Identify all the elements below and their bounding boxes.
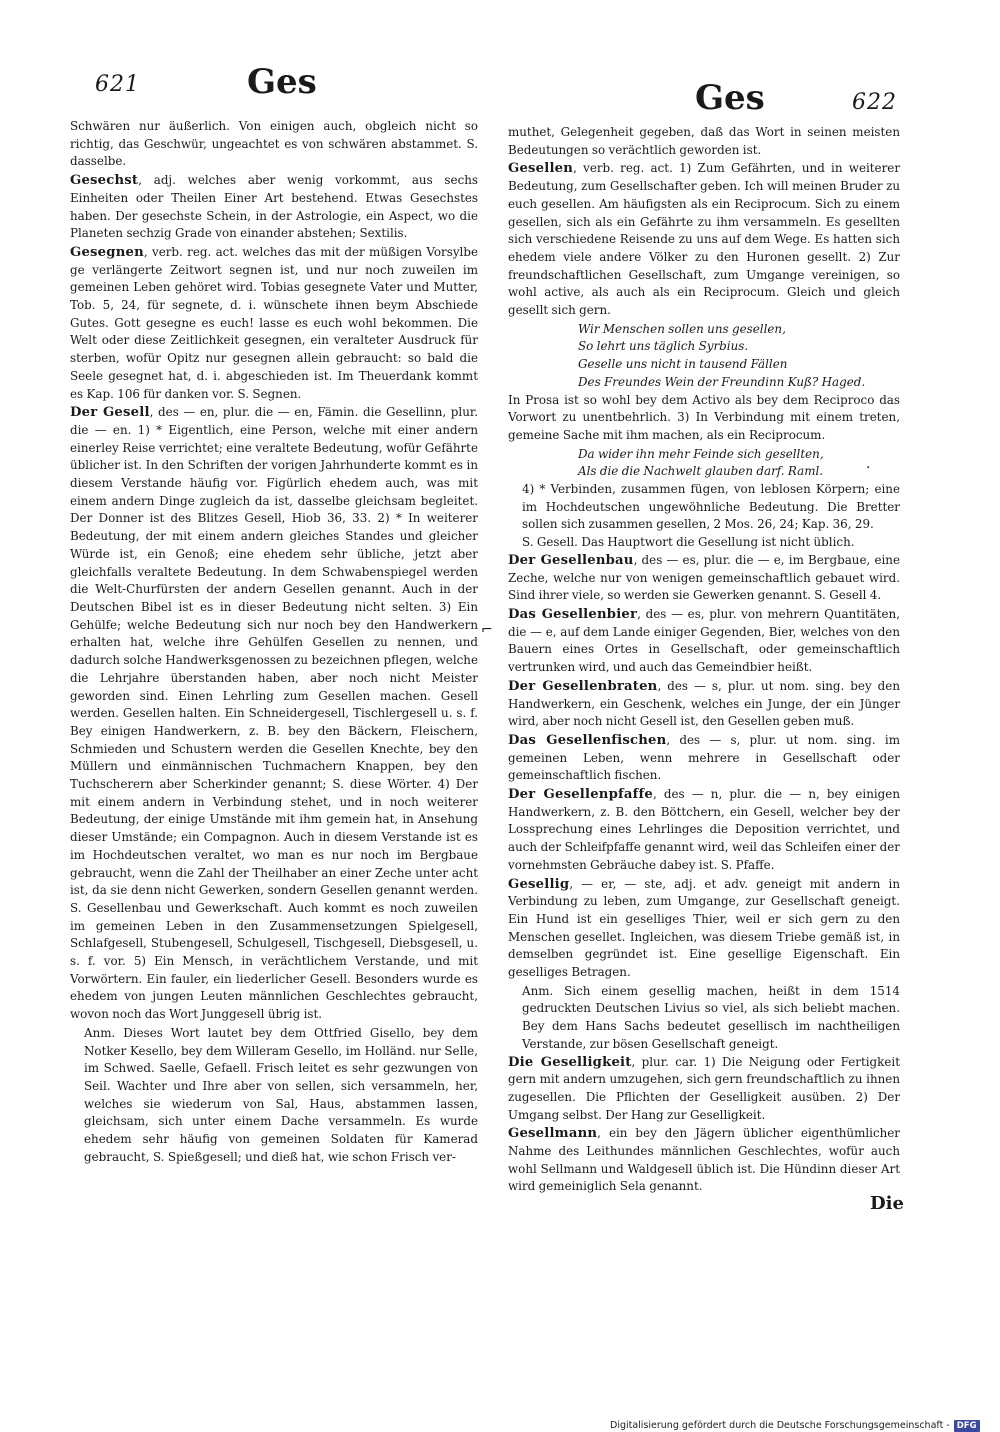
entry-headword: Gesellmann	[508, 1126, 598, 1142]
verse-line: Geselle uns nicht in tausend Fällen	[578, 357, 788, 372]
entry-body: S. Gesell. Das Hauptwort die Gesellung ist nicht üblich.	[522, 535, 855, 550]
entry-text	[508, 983, 900, 1054]
left-column	[70, 118, 478, 1166]
left-guide-word: Ges	[247, 62, 317, 102]
dictionary-entry	[70, 404, 478, 1024]
entry-body: , des — n, plur. die — n, bey einigen Handwerkern, z. B. den Böttchern, ein Gesell, welcher bey der Lossprechung eines Lehrlinges die Deposition verrichtet, und auch der Schleifpfaffe genannt wird, weil das Schleifen einer der vornehmsten Gebräuche dabey ist. S. Pfaffe.	[508, 787, 900, 872]
right-page-number: 622	[852, 90, 897, 115]
entry-headword: Das Gesellenfischen	[508, 732, 667, 748]
margin-mark: ·	[866, 460, 871, 476]
entry-body: , des — es, plur. von mehrern Quantitäten, die — e, auf dem Lande einiger Gegenden, Bier, welches von den Bauern eines Ortes in Gesellschaft, oder gemeinschaftlich vertrunken wird, und auch das Gemeindbier heißt.	[508, 606, 900, 675]
entry-body: , verb. reg. act. 1) Zum Gefährten, und in weiterer Bedeutung, zum Gesellschafter geben. Ich will meinen Bruder zu euch gesellen. Am häufigsten als ein Reciprocum. Sich zu einem gesellen, sich als ein Gefährte zu ihm versammeln. Es gesellten sich verschiedene Reisende zu uns auf dem Wege. Es hatten sich ehedem viele andere Völker zu den Huronen gesellt. 2) Zur freundschaftlichen Gesellschaft, zum Umgange vereinigen, so wohl active, als auch als ein Reciprocum. Gleich und gleich gesellt sich gern.	[508, 161, 900, 318]
dictionary-entry	[508, 786, 900, 875]
entry-body: , plur. car. 1) Die Neigung oder Fertigkeit gern mit andern umzugehen, sich gern freundschaftlich zu ihnen zugesellen. Die Pflichten der Geselligkeit ausüben. 2) Der Umgang selbst. Der Hang zur Geselligkeit.	[508, 1054, 900, 1122]
dictionary-entry	[508, 606, 900, 677]
dictionary-entry	[508, 732, 900, 785]
verse-line: Da wider ihn mehr Feinde sich gesellten,	[578, 446, 824, 461]
dictionary-entry	[70, 244, 478, 403]
verse-line: Als die die Nachwelt glauben darf. Raml.	[578, 464, 824, 479]
right-column	[508, 124, 900, 1197]
dictionary-entry	[508, 1125, 900, 1196]
entry-headword: Das Gesellenbier	[508, 606, 638, 622]
entry-headword: Gesechst	[70, 173, 139, 189]
dictionary-entry	[508, 678, 900, 731]
catchword: Die	[870, 1193, 904, 1214]
entry-body: , des — s, plur. ut nom. sing. bey den Handwerkern, ein Geschenk, welches ein Junge, der ein Jünger wird, aber noch nicht Gesell ist, den Gesellen geben muß.	[508, 678, 900, 729]
entry-headword: Gesellig	[508, 876, 570, 892]
entry-text	[508, 392, 900, 445]
entry-text	[70, 118, 478, 171]
entry-body: , des — s, plur. ut nom. sing. im gemeinen Leben, wenn mehrere in Gesellschaft oder gemeinschaftlich fischen.	[508, 732, 900, 783]
left-page-number: 621	[95, 72, 140, 97]
dictionary-entry	[508, 1054, 900, 1125]
entry-body: Anm. Dieses Wort lautet bey dem Ottfried Gisello, bey dem Notker Kesello, bey dem Willeram Gesello, im Holländ. nur Selle, im Schwed. Saelle, Gefaell. Frisch leitet es sehr gezwungen von Seil. Wachter und Ihre aber von sellen, sich versammeln, her, welches sie wiederum von Sal, Haus, abstammen lassen, gleichsam, sich unter einem Dache versammeln. Es wurde ehedem sehr häufig von gemeinen Soldaten für Kamerad gebraucht, S. Spießgesell; und dieß hat, wie schon Frisch ver-	[84, 1025, 478, 1164]
dictionary-entry	[70, 172, 478, 243]
entry-headword: Der Gesellenbau	[508, 552, 634, 568]
verse-line: So lehrt uns täglich Syrbius.	[578, 339, 749, 354]
entry-body: , verb. reg. act. welches das mit der müßigen Vorsylbe ge verlängerte Zeitwort segnen ist, und nur noch zuweilen im gemeinen Leben gehöret wird. Tobias gesegnete Vater und Mutter, Tob. 5, 24, für segnete, d. i. wünschete ihnen beym Abschiede Gutes. Gott gesegne es euch! lasse es euch wohl bekommen. Die Welt oder diese Zeitlichkeit gesegnen, ein veralteter Ausdruck für sterben, wofür Opitz nur gesegnen allein gebraucht: so bald die Seele gesegnet hat, d. i. abgeschieden ist. Im Theuerdank kommt es Kap. 106 für danken vor. S. Segnen.	[70, 244, 478, 401]
dictionary-entry	[508, 160, 900, 319]
entry-headword: Der Gesellenbraten	[508, 678, 658, 694]
entry-text	[508, 124, 900, 159]
entry-body: Schwären nur äußerlich. Von einigen auch, obgleich nicht so richtig, das Geschwür, ungeachtet es von schwären abstammet. S. dasselbe.	[70, 119, 478, 169]
dictionary-entry	[508, 876, 900, 982]
entry-text	[508, 534, 900, 552]
footer-credit: Digitalisierung gefördert durch die Deutsche Forschungsgemeinschaft -	[610, 1420, 950, 1431]
entry-text	[70, 1025, 478, 1167]
entry-headword: Der Gesellenpfaffe	[508, 787, 653, 803]
entry-headword: Gesellen	[508, 161, 574, 177]
entry-body: , ein bey den Jägern üblicher eigenthümlicher Nahme des Leithundes männlichen Geschlechtes, wofür auch wohl Sellmann und Waldgesell üblich ist. Die Hündinn dieser Art wird gemeiniglich Sela genannt.	[508, 1126, 900, 1194]
entry-body: In Prosa ist so wohl bey dem Activo als bey dem Reciproco das Vorwort zu unentbehrlich. 3) In Verbindung mit einem treten, gemeine Sache mit ihm machen, als ein Reciprocum.	[508, 392, 900, 442]
entry-body: Anm. Sich einem gesellig machen, heißt in dem 1514 gedruckten Deutschen Livius so viel, als sich beliebt machen. Bey dem Hans Sachs bedeutet gesellisch im nachtheiligen Verstande, zur bösen Gesellschaft geneigt.	[522, 983, 900, 1051]
entry-body: , — er, — ste, adj. et adv. geneigt mit andern in Verbindung zu leben, zum Umgange, zur Gesellschaft geneigt. Ein Hund ist ein geselliges Thier, weil er sich gern zu den Menschen gesellet. Ingleichen, was diesem Triebe gemäß ist, in demselben gegründet ist. Eine gesellige Eigenschaft. Ein geselliges Betragen.	[508, 876, 900, 980]
entry-headword: Der Gesell	[70, 405, 150, 421]
verse-line: Des Freundes Wein der Freundinn Kuß? Haged.	[578, 374, 866, 389]
verse-line: Wir Menschen sollen uns gesellen,	[578, 321, 786, 336]
entry-body: 4) * Verbinden, zusammen fügen, von leblosen Körpern; eine im Hochdeutschen ungewöhnliche Bedeutung. Die Bretter sollen sich zusammen gesellen, 2 Mos. 26, 24; Kap. 36, 29.	[522, 482, 900, 532]
entry-body: , adj. welches aber wenig vorkommt, aus sechs Einheiten oder Theilen Einer Art bestehend. Etwas Gesechstes haben. Der gesechste Schein, in der Astrologie, ein Aspect, wo die Planeten sechzig Grade von einander abstehen; Sextilis.	[70, 173, 478, 241]
right-guide-word: Ges	[695, 78, 765, 118]
entry-body: , des — en, plur. die — en, Fämin. die Gesellinn, plur. die — en. 1) * Eigentlich, eine Person, welche mit einer andern einerley Reise verrichtet; eine veraltete Bedeutung, wofür Gefährte üblicher ist. In den Schriften der vorigen Jahrhunderte kommt es in diesem Verstande häufig vor. Figürlich ehedem auch, was mit einem andern Dinge zugleich da ist, dasselbe gleichsam begleitet. Der Donner ist des Blitzes Gesell, Hiob 36, 33. 2) * In weiterer Bedeutung, der mit einem andern gleiches Standes und gleicher Würde ist, ein Genoß; eine ehedem sehr übliche, jetzt aber gleichfalls veraltete Bedeutung. In dem Schwabenspiegel werden die Welt-Churfürsten der andern Gesellen genannt. Auch in der Deutschen Bibel ist es in dieser Bedeutung nicht selten. 3) Ein Gehülfe; welche Bedeutung sich nur noch bey den Handwerkern erhalten hat, welche ihre Gehülfen Gesellen zu nennen, und dadurch solche Handwerksgenossen zu bezeichnen pflegen, welche die Lehrjahre überstanden haben, aber noch nicht Meister geworden sind. Einen Lehrling zum Gesellen machen. Gesell werden. Gesellen halten. Ein Schneidergesell, Tischlergesell u. s. f. Bey einigen Handwerkern, z. B. bey den Bäckern, Fleischern, Schmieden und Schustern werden die Gesellen Knechte, bey den Müllern und einmännischen Tuchmachern Knappen, bey den Tuchscherern aber Scherkinder genannt; S. diese Wörter. 4) Der mit einem andern in Verbindung stehet, und in noch weiterer Bedeutung, der einige Umstände mit ihm gemein hat, in Ansehung dieser Umstände; ein Compagnon. Auch in diesem Verstande ist es im Hochdeutschen veraltet, wo man es nur noch im Bergbaue gebraucht, wenn die Zahl der Theilhaber an einer Zeche unter acht ist, da sie denn nicht Gewerken, sondern Gesellen genannt werden. S. Gesellenbau und Gewerkschaft. Auch kommt es noch zuweilen im gemeinen Leben in den Zusammensetzungen Spielgesell, Schlafgesell, Stubengesell, Schulgesell, Tischgesell, Diebsgesell, u. s. f. vor. 5) Ein Mensch, in verächtlichem Verstande, und mit Vorwörtern. Ein fauler, ein liederlicher Gesell. Besonders wurde es ehedem von jungen Leuten männlichen Geschlechtes gebraucht, wovon noch das Wort Junggesell übrig ist.	[70, 405, 479, 1022]
dictionary-entry	[508, 552, 900, 605]
margin-mark: ⌐	[481, 622, 493, 638]
digitization-footer	[610, 1419, 1000, 1432]
entry-body: muthet, Gelegenheit gegeben, daß das Wort in seinen meisten Bedeutungen so verächtlich geworden ist.	[508, 125, 900, 157]
entry-headword: Gesegnen	[70, 244, 144, 260]
entry-text	[508, 481, 900, 534]
entry-headword: Die Geselligkeit	[508, 1054, 632, 1070]
entry-body: , des — es, plur. die — e, im Bergbaue, eine Zeche, welche nur von wenigen gemeinschaftlich gebauet wird. Sind ihrer viele, so werden sie Gewerken genannt. S. Gesell 4.	[508, 552, 900, 603]
dfg-logo: DFG	[954, 1420, 980, 1432]
